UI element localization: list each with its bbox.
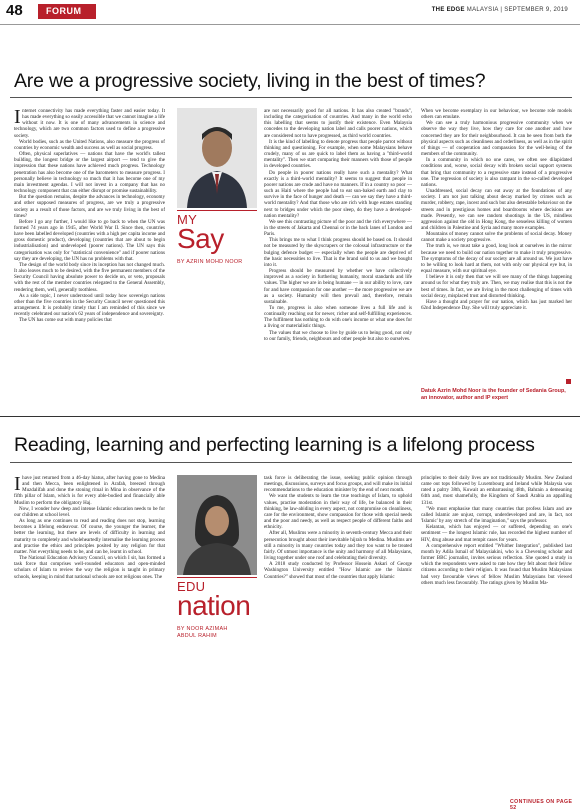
- article-2-rule: [10, 462, 572, 463]
- column-label-small: MY: [177, 212, 198, 227]
- author-photo: [177, 475, 257, 575]
- paragraph: We want the students to learn the true teachings of Islam, to uphold values, practise moderation in their way of life, be balanced in their thinking, be law-abiding in every aspect, not compromise on cleanliness, care for the environment, show compassion for those with special needs and the poor and needy, as well as respect people of different faiths and ethnicity.: [264, 493, 412, 531]
- article-1-sidebar: [177, 108, 257, 266]
- paragraph: Now, I wonder how deep and intense Islamic education needs to be for our children at school level.: [14, 505, 165, 518]
- article-2-sidebar: [177, 475, 257, 640]
- header-rule: [0, 24, 580, 25]
- paragraph: As long as one continues to read and reading does not stop, learning becomes a lifelong endeavour. Of course, the younger the learner, the better the learning, but there are levels of difficulty in learning and maturity to completely and wholeheartedly internalise the learning process and practise the ethics and principles posited by any religion for that matter. Not everything needs to be, and can be, learnt in school.: [14, 518, 165, 555]
- paragraph: "We must emphasise that many countries that profess Islam and are called Islamic are unjust, corrupt, underdeveloped and are, in fact, not 'Islamic' by any stretch of the imagination," says the professor.: [421, 505, 572, 525]
- dropcap: I: [14, 475, 21, 495]
- paragraph: When we become exemplary in our behaviour, we become role models others can emulate.: [421, 108, 572, 121]
- author-photo: [177, 108, 257, 208]
- paragraph: Have a thought and prayer for our nation, which has just marked her 62nd Independence Day. She will truly appreciate it.: [421, 298, 572, 311]
- column-label-big: nation: [177, 590, 251, 621]
- paragraph: I believe it is only then that we will see many of the things happening around us for what they truly are. Then, we may realise that this is not the best of times. In fact, we are living in the most challenging of times with social decay, misplaced trust and distorted thinking.: [421, 274, 572, 299]
- author-portrait-image: [177, 108, 257, 208]
- page-header: [0, 0, 580, 24]
- byline-line-2: ABDUL RAHIM: [177, 633, 217, 639]
- page-number: 48: [6, 2, 23, 19]
- dropcap: I: [14, 108, 21, 128]
- paragraph: To me, progress is also when someone lives a full life and is continually reaching out for newer, richer and self-fulfilling experiences. The fulfilment has nothing to do with one's income or what one does for a living or materialistic things.: [264, 305, 412, 330]
- author-bio: Datuk Azrin Mohd Noor is the founder of Sedania Group, an innovator, author and IP expert: [421, 388, 566, 401]
- paragraph: Mountains of money cannot solve the problems of social decay. Money cannot make a society progressive.: [421, 231, 572, 244]
- paragraph: are not necessarily good for all nations. It has also created "brands", including the categorisation of countries. And many in the world echo this labelling that seems to justify their existence. Even Malaysia concedes to the developing nation label and calls poorer nations, which are considered not to have progressed, as third world countries.: [264, 108, 412, 139]
- end-mark-icon: [566, 379, 571, 384]
- paragraph: Do people in poorer nations really have such a mentality? What exactly is a third-world mentality? It seems to suggest that people in poorer nations are crude and have no manners. If in a country so poor — such as Haiti where the people had to eat sun-baked earth and clay to survive in the face of hunger and death — can we say they have a third-world mentality? And that those who are rich with huge estates standing next to bridges under which the poor sleep, do they have a developed-nation mentality?: [264, 169, 412, 219]
- paragraph: This brings me to what I think progress should be based on. It should not be measured by the skyscrapers or the colossal infrastructure or the bulging defence budget — especially when the people are deprived of the basic necessities to live. That is the brand sold to us and we bought into it.: [264, 237, 412, 268]
- article-2-column-3: [421, 475, 572, 797]
- paragraph: The design of the world body since its inception has not changed much. It also leaves much to be desired, with the five permanent members of the Security Council having absolute power to decide on, or veto, proposals with the rest of the member countries relegated to the General Assembly, rendering them, well, generally toothless.: [14, 261, 165, 293]
- paragraph: Unaddressed, social decay can eat away at the foundations of any society. I am not just talking about decay marked by crimes such as murder, robbery, rape, incest and such but also detestable behaviour on the streets and in prestigious homes and boardrooms where decisions are made. Presently, we can see random shootings in the US, mindless aggression against the old in Hong Kong, the senseless killing of women and children in Palestine and Syria and many more examples.: [421, 188, 572, 231]
- paragraph: We can see a truly harmonious progressive community when we observe the way they live, how they care for one another and how concerned they are for their neighbourhood. It can be seen from both the physical aspects such as cleanliness and orderliness, as well as in the spirit of things — of cooperation and compassion for the well-being of the members of the community.: [421, 120, 572, 158]
- article-1-column-2: [264, 108, 412, 411]
- article-1-byline: BY AZRIN MOHD NOOR: [177, 259, 243, 265]
- paragraph: Progress should be measured by whether we have collectively improved as a society in furthering humanity, moral standards and life values. The higher we are in being humane — in our ability to love, care for and have compassion for one another — the more progressive we are as a society. Humanity will then prevail and, therefore, remain sustainable.: [264, 268, 412, 305]
- article-divider: [0, 416, 580, 417]
- article-2-headline: Reading, learning and perfecting learning is a lifelong process: [14, 434, 535, 456]
- masthead-brand: THE EDGE: [431, 7, 465, 13]
- paragraph: Ihave just returned from a 46-day hiatus, after having gone to Medina and then Mecca, been enlightened in Arafah, breezed through Muzdalifah and done the stoning ritual in Mina in observance of the fifth pillar of Islam, which is for every able-bodied and financially able Muslim to perform the obligatory Haj.: [14, 475, 165, 506]
- paragraph: But the question remains, despite the advances in technology, economy and other supposed measures of progress, are we truly a progressive society as a result of those factors, and are we truly living in the best of times?: [14, 194, 165, 219]
- paragraph: The National Education Advisory Council, on which I sit, has formed a task force that comprises well-rounded educators and open-minded scholars of Islam to review the way the religion is taught in primary schools, keeping in mind that national schools are not religious ones. The: [14, 555, 165, 580]
- paragraph: Often, physical superlatives — nations that have the world's tallest building, the longest bridge or the largest airport — tend to give the impression that these nations have achieved much progress. Technology penetration has also become one of the barometers to measure progress. I personally believe in technology so much that it has become one of my main investment agendas. I will not invest in a company that has no technology component that can either disrupt or promise sustainability.: [14, 151, 165, 195]
- article-1-column-3: [421, 108, 572, 378]
- article-2-byline: [177, 626, 257, 640]
- paragraph: task force is deliberating the issue, seeking public opinion through meetings, discussions, surveys and focus groups, and will make its initial recommendations to the education minister by the end of next month.: [264, 475, 412, 494]
- article-1-column-1: [14, 108, 165, 414]
- paragraph: Internet connectivity has made everything faster and easier today. It has made everything so easily accessible that we cannot imagine a life without it now. It is one of many advancements in science and technology, which are two common factors used to define a progressive society.: [14, 108, 165, 139]
- article-1-headline: Are we a progressive society, living in the best of times?: [14, 70, 486, 92]
- paragraph: The values that we choose to live by guide us to being good, not only to our family, friends, neighbours and other people but also to ourselves.: [264, 329, 412, 342]
- article-2-column-1: [14, 475, 165, 807]
- column-label-small: EDU: [177, 579, 206, 594]
- paragraph: principles to their daily lives are not traditionally Muslim. New Zealand came out tops followed by Luxembourg and Ireland while Malaysia was rated a paltry 38th, Kuwait an embarrassing 48th, Bahrain a demeaning 64th and, most shamefully, the Kingdom of Saudi Arabia an appalling 131st.: [421, 475, 572, 506]
- section-tag: FORUM: [38, 4, 96, 19]
- article-2-column-2: [264, 475, 412, 801]
- column-label: [177, 210, 257, 252]
- paragraph: A 2018 study conducted by Professor Hossein Askari of George Washington University entitled "How Islamic are the Islamic Countries?" showed that most of the countries that apply Islamic: [264, 561, 412, 580]
- paragraph: We see this contrasting picture of the poor and the rich everywhere — in the streets of Jakarta and Chennai or in the back lanes of London and Paris.: [264, 218, 412, 238]
- paragraph: In a community in which no one cares, we often see dilapidated conditions and, worse, social decay with broken social support systems that bring that community to a regressive state instead of a progressive one. The regression of society is also rampant in the so-called developed nations.: [421, 157, 572, 188]
- paragraph: Before I go any further, I would like to go back to when the UN was formed 74 years ago in 1945, after World War II. Since then, countries have been labelled developed (countries with a high per capita income and gross domestic product), developing (countries that are about to begin industrialisation) and undeveloped (poorer nations). The UN says this categorisation was only for "statistical convenience" and if poorer nations say they are developing, the UN has no problems with that.: [14, 218, 165, 262]
- paragraph: After all, Muslims were a minority in seventh-century Mecca and their persecution brought about their inevitable hijrah to Medina. Muslims are still a minority in many countries today and they too want to be treated fairly. Of utmost importance is the unity and harmony of all Malaysians, living together under one roof and celebrating their diversity.: [264, 530, 412, 562]
- paragraph: As a side topic, I never understood until today how sovereign nations other than the five countries in the Security Council never questioned this arrangement. It is probably timely that I am reminded of this since we recently celebrated our nation's 62 years of independence and sovereignty.: [14, 292, 165, 318]
- paragraph: A comprehensive report entitled "Whither Integration", published last month by Adila Ismail of Malaysiakini, who is a Chevening scholar and former BBC journalist, invites serious reflection. She quoted a study in which the respondents were asked to rate how they felt about their fellow citizens according to their religion. It was found that Muslim Malaysians had very favourable views of fellow Muslim Malaysians but viewed others much less favourably. The ratings given by Muslim Ma-: [421, 542, 572, 586]
- paragraph: The UN has come out with many policies that: [19, 317, 112, 324]
- article-1-rule: [10, 97, 572, 98]
- paragraph: It is the kind of labelling to denote progress that people parrot without thinking and questioning. For example, when some Malaysians behave crudely, many of us are quick to label them as having a "third-world mentality". Then we start comparing their manners with those of people in developed countries.: [264, 138, 412, 170]
- column-label: [177, 577, 257, 619]
- continues-link[interactable]: CONTINUES ON PAGE 52: [510, 799, 573, 811]
- byline-line-1: BY NOOR AZIMAH: [177, 626, 228, 632]
- masthead: [432, 7, 568, 13]
- paragraph: World bodies, such as the United Nations, also measure the progress of countries by economic wealth and success as well as social progress.: [14, 138, 165, 151]
- masthead-detail: MALAYSIA | SEPTEMBER 9, 2019: [466, 7, 568, 13]
- author-portrait-image: [177, 475, 257, 575]
- paragraph: The truth is, we must take a good, long look at ourselves in the mirror because we need to build our nation together to make it truly progressive. The symptoms of the decay of our society are all around us. We just have to be willing to look hard at them, not with only our physical eye but, in equal measure, with our spiritual eye.: [421, 243, 572, 275]
- paragraph: Kelantan, which has enjoyed — or suffered, depending on one's sentiment — the longest Islamic rule, has recorded the highest number of HIV, drug abuse and mat rempit cases for years.: [421, 524, 572, 543]
- column-label-big: Say: [177, 223, 224, 254]
